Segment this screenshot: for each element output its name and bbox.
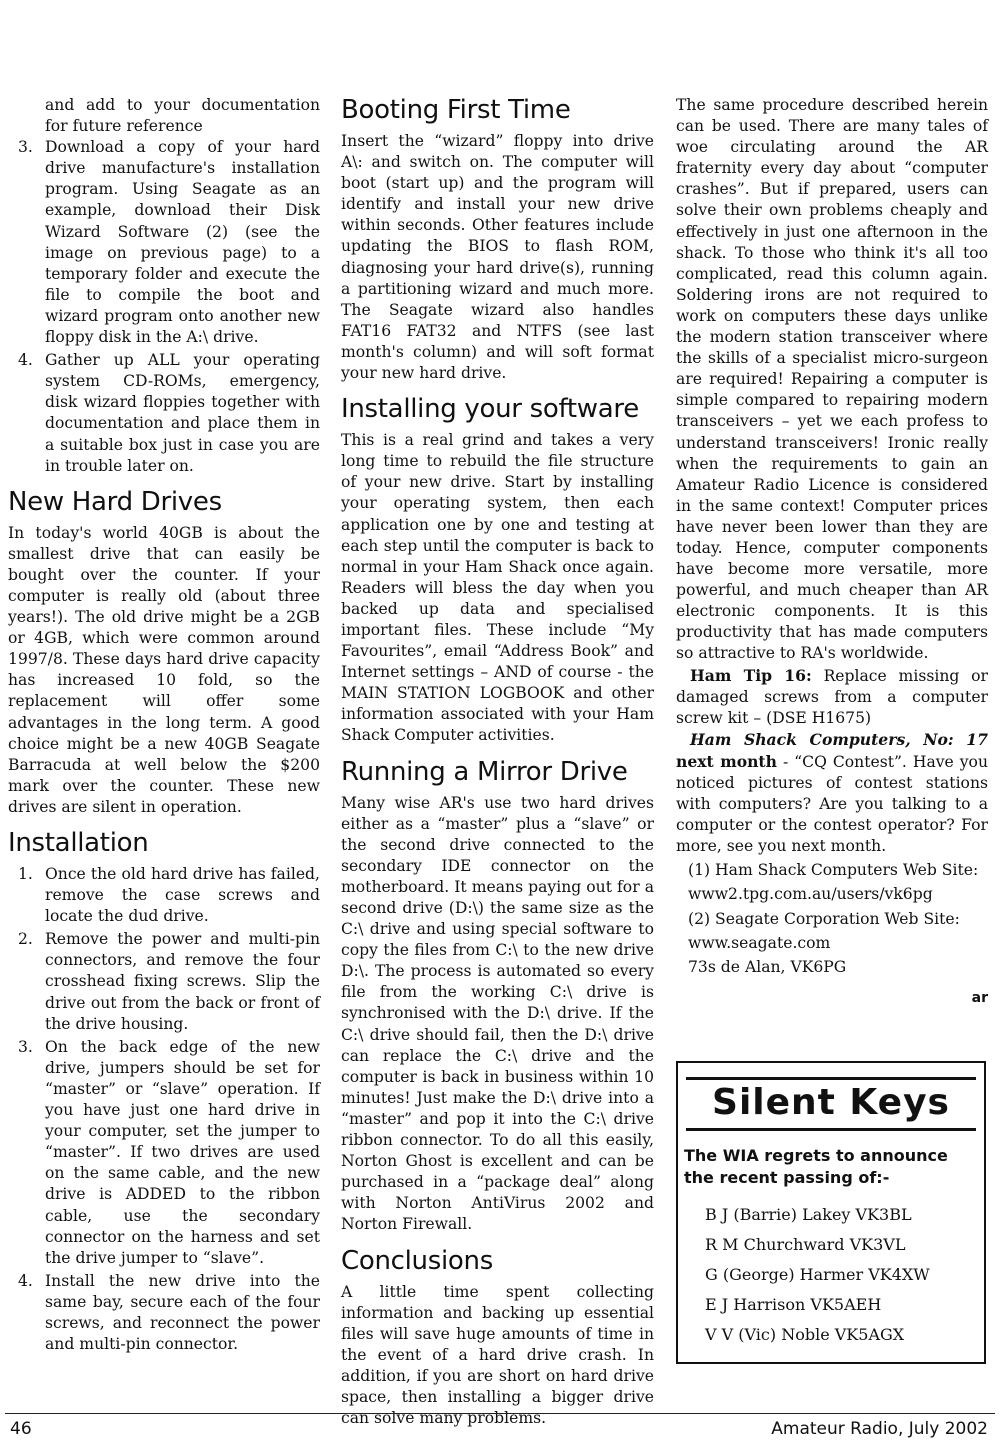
paragraph-booting: Insert the “wizard” floppy into drive A\: and switch on. The computer will boot (start up) and the program will identify and install your new drive within seconds. Other features include updating the BIOS to flash ROM, diagnosing your hard drive(s), running a partitioning wizard and much more. The Seagate wizard also handles FAT16 FAT32 and NTFS (see last month's column) and will soft format your new hard drive. <box>341 132 654 383</box>
heading-installing-software: Installing your software <box>341 394 639 425</box>
paragraph-continuation: The same procedure described herein can be used. There are many tales of woe circulating around the AR fraternity every day about “computer crashes”. But if prepared, users can solve their own problems cheaply and effectively in just one afternoon in the shack. To those who think it's all too complicated, read this column again. Soldering irons are not required to work on computers these days unlike the modern station transceiver where the skills of a specialist micro-surgeon are required! Repairing a computer is simple compared to repairing modern transceivers – yet we each profess to understand transceivers! Ironic really when the requirements to gain an Amateur Radio Licence is considered in the same context! Computer prices have never been lower than they are today. Hence, computer components have become more versatile, more powerful, and much cheaper than AR electronic components. It is this productivity that has made computers so attractive to RA's worldwide. <box>676 96 988 663</box>
heading-conclusions: Conclusions <box>341 1245 493 1276</box>
ham-tip-text: Replace missing or damaged screws from a computer screw kit – (DSE H1675) <box>676 666 988 727</box>
list-item <box>8 1037 320 1269</box>
reference-1-url[interactable]: www2.tpg.com.au/users/vk6pg <box>688 885 933 904</box>
next-month-note <box>676 729 988 858</box>
heading-booting-first-time: Booting First Time <box>341 95 571 125</box>
list-text: Remove the power and multi-pin connectors, and remove the four crosshead fixing screws. Slip the drive out from the back or front of the drive housing. <box>45 930 320 1033</box>
author-signoff: 73s de Alan, VK6PG <box>688 957 847 976</box>
list-item <box>8 1271 320 1355</box>
list-item <box>8 350 320 477</box>
paragraph-new-hard-drives: In today's world 40GB is about the smallest drive that can easily be bought over the counter. If your computer is really old (about three years!). The old drive might be a 2GB or 4GB, which were common around 1997/8. These days hard drive capacity has increased 10 fold, so the replacement will offer some advantages in the long term. A good choice might be a new 40GB Seagate Barracuda at well below the $200 mark over the counter. These new drives are silent in operation. <box>8 523 320 816</box>
column-middle <box>341 95 654 1429</box>
next-month-title: Ham Shack Computers, No: 17 <box>690 729 988 749</box>
heading-installation: Installation <box>8 828 149 858</box>
column-right <box>676 95 988 1006</box>
list-number: 3. <box>18 1037 33 1056</box>
list-text: On the back edge of the new drive, jumpers should be set for “master” or “slave” operation. If you have just one hard drive in your computer, set the jumper to “master”. If two drives are used on the same cable, and the new drive is ADDED to the ribbon cable, use the secondary connector on the harness and set the drive jumper to “slave”. <box>45 1037 320 1267</box>
ar-end-mark: ar <box>971 989 988 1006</box>
reference-1-label: (1) Ham Shack Computers Web Site: <box>688 861 979 880</box>
page-number: 46 <box>10 1419 32 1439</box>
paragraph-mirror: Many wise AR's use two hard drives either as a “master” plus a “slave” or the second drive connected to the secondary IDE connector on the motherboard. It means paying out for a second drive (D:\) the same size as the C:\ drive and using special software to copy the files from C:\ to the new drive D:\. The process is automated so every file from the working C:\ drive is synchronised with the D:\ drive. If the C:\ drive should fail, then the D:\ drive can replace the C:\ drive and the computer is back in business within 10 minutes! Just make the D:\ drive into a “master” and pop it into the C:\ drive ribbon connector. To do all this easily, Norton Ghost is excellent and can be purchased in a “package deal” along with Norton AntiVirus 2002 and Norton Firewall. <box>341 793 654 1234</box>
list-item: G (George) Harmer VK4XW <box>705 1265 930 1284</box>
list-number: 4. <box>18 1271 33 1290</box>
list-item <box>8 929 320 1034</box>
list-item: V V (Vic) Noble VK5AGX <box>705 1325 905 1344</box>
silent-keys-intro: The WIA regrets to announce the recent passing of:- <box>684 1146 948 1187</box>
list-number: 4. <box>18 351 33 370</box>
steps-list-preparation <box>8 137 320 477</box>
list-number: 2. <box>18 930 33 949</box>
list-number: 1. <box>18 865 33 883</box>
heading-mirror-drive: Running a Mirror Drive <box>341 756 628 787</box>
ham-tip <box>676 665 988 729</box>
list-text: Once the old hard drive has failed, remove the case screws and locate the dud drive. <box>45 865 320 926</box>
references <box>676 860 988 977</box>
silent-keys-list <box>705 1200 975 1350</box>
list-text: Gather up ALL your operating system CD-ROMs, emergency, disk wizard floppies together with documentation and place them in a suitable box just in case you are in trouble later on. <box>45 351 320 475</box>
paragraph-installing: This is a real grind and takes a very long time to rebuild the file structure of your new drive. Start by installing your operating system, then each application one by one and testing at each step until the computer is back to normal in your Ham Shack once again. Readers will bless the day when you backed up data and specialised important files. These include “My Favourites”, email “Address Book” and Internet settings – AND of course - the MAIN STATION LOGBOOK and other information associated with your Ham Shack Computer activities. <box>341 431 654 745</box>
list-item <box>8 137 320 348</box>
publication-title: Amateur Radio, July 2002 <box>771 1419 988 1439</box>
list-item: E J Harrison VK5AEH <box>705 1295 882 1314</box>
reference-2-url[interactable]: www.seagate.com <box>688 933 831 952</box>
steps-list-installation <box>8 864 320 1355</box>
list-continuation-text: and add to your documentation for future reference <box>45 96 320 136</box>
reference-2-label: (2) Seagate Corporation Web Site: <box>688 909 960 928</box>
list-item <box>8 864 320 927</box>
next-month-text: - “CQ Contest”. Have you noticed pictures of contest stations with computers? Are you talking to a computer or the contest operator? For more, see you next month. <box>676 752 988 856</box>
paragraph-conclusions: A little time spent collecting information and backing up essential files will save huge amounts of time in the event of a hard drive crash. In addition, if you are short on hard drive space, then installing a bigger drive can solve many problems. <box>341 1282 654 1428</box>
column-left <box>8 95 320 1357</box>
list-text: Download a copy of your hard drive manufacture's installation program. Using Seagate as an example, download their Disk Wizard Software (2) (see the image on previous page) to a temporary folder and execute the file to compile the boot and wizard program onto another new floppy disk in the A:\ drive. <box>45 138 320 347</box>
ham-tip-label: Ham Tip 16: <box>690 665 812 685</box>
list-item: B J (Barrie) Lakey VK3BL <box>705 1205 912 1224</box>
list-number: 3. <box>18 138 33 157</box>
heading-new-hard-drives: New Hard Drives <box>8 486 222 517</box>
silent-keys-box <box>676 1061 986 1364</box>
list-text: Install the new drive into the same bay, secure each of the four screws, and reconnect the power and multi-pin connector. <box>45 1271 320 1354</box>
list-item: R M Churchward VK3VL <box>705 1235 906 1254</box>
next-month-label: next month <box>676 751 777 771</box>
silent-keys-title: Silent Keys <box>686 1077 976 1131</box>
footer-divider <box>5 1413 995 1414</box>
